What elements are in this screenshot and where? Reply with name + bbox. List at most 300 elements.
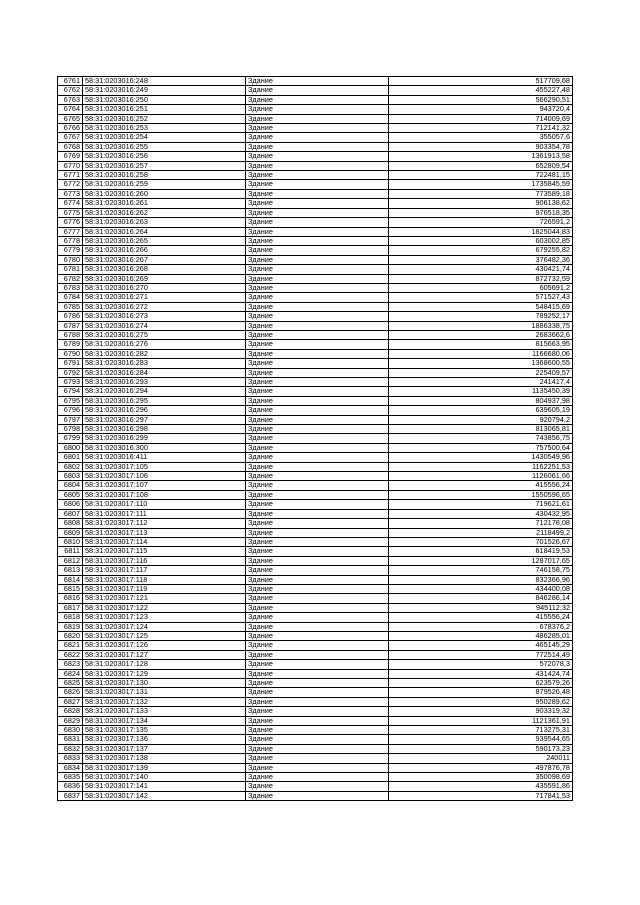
object-type: Здание [246,77,389,86]
cadastral-number: 58:31:0203016:261 [83,199,246,208]
object-type: Здание [246,359,389,368]
object-type: Здание [246,472,389,481]
table-row [58,265,573,274]
cadastral-number: 58:31:0203016:264 [83,227,246,236]
table-row [58,330,573,339]
cadastral-value: 1886338,75 [389,321,573,330]
cadastral-value: 939544,65 [389,735,573,744]
cadastral-number: 58:31:0203016:299 [83,434,246,443]
cadastral-value: 1121361,91 [389,716,573,725]
table-row [58,77,573,86]
cadastral-value: 1126061,66 [389,472,573,481]
cadastral-value: 603002,85 [389,236,573,245]
cadastral-number: 58:31:0203016:253 [83,124,246,133]
cadastral-number: 58:31:0203016:270 [83,283,246,292]
table-row [58,735,573,744]
cadastral-value: 879526,48 [389,688,573,697]
row-number: 6799 [58,434,83,443]
cadastral-number: 58:31:0203017:119 [83,584,246,593]
table-row [58,707,573,716]
cadastral-number: 58:31:0203017:108 [83,490,246,499]
cadastral-number: 58:31:0203017:121 [83,594,246,603]
cadastral-number: 58:31:0203016:411 [83,453,246,462]
cadastral-value-table [57,76,573,801]
cadastral-number: 58:31:0203016:273 [83,312,246,321]
table-row [58,171,573,180]
cadastral-value: 548415,69 [389,302,573,311]
table-row [58,660,573,669]
row-number: 6780 [58,255,83,264]
cadastral-number: 58:31:0203016:259 [83,180,246,189]
row-number: 6791 [58,359,83,368]
object-type: Здание [246,340,389,349]
table-row [58,782,573,791]
cadastral-number: 58:31:0203017:134 [83,716,246,725]
object-type: Здание [246,218,389,227]
object-type: Здание [246,86,389,95]
table-row [58,208,573,217]
row-number: 6783 [58,283,83,292]
row-number: 6762 [58,86,83,95]
cadastral-value: 1430549,96 [389,453,573,462]
object-type: Здание [246,726,389,735]
object-type: Здание [246,95,389,104]
cadastral-number: 58:31:0203016:300 [83,443,246,452]
object-type: Здание [246,773,389,782]
table-row [58,142,573,151]
cadastral-value: 712141,32 [389,124,573,133]
cadastral-number: 58:31:0203016:265 [83,236,246,245]
row-number: 6812 [58,556,83,565]
cadastral-value: 618419,53 [389,547,573,556]
row-number: 6761 [58,77,83,86]
table-row [58,199,573,208]
cadastral-value: 719621,61 [389,500,573,509]
object-type: Здание [246,481,389,490]
cadastral-value: 945112,32 [389,603,573,612]
cadastral-value: 639605,19 [389,406,573,415]
row-number: 6771 [58,171,83,180]
row-number: 6775 [58,208,83,217]
row-number: 6835 [58,773,83,782]
cadastral-value: 813065,81 [389,425,573,434]
table-row [58,368,573,377]
cadastral-number: 58:31:0203017:105 [83,462,246,471]
cadastral-number: 58:31:0203016:293 [83,378,246,387]
cadastral-value: 455227,48 [389,86,573,95]
cadastral-value: 1162251,53 [389,462,573,471]
cadastral-number: 58:31:0203017:135 [83,726,246,735]
table-row [58,321,573,330]
row-number: 6777 [58,227,83,236]
row-number: 6816 [58,594,83,603]
row-number: 6823 [58,660,83,669]
object-type: Здание [246,519,389,528]
object-type: Здание [246,302,389,311]
row-number: 6800 [58,443,83,452]
row-number: 6779 [58,246,83,255]
object-type: Здание [246,105,389,114]
row-number: 6824 [58,669,83,678]
cadastral-value: 1135450,39 [389,387,573,396]
table-row [58,293,573,302]
object-type: Здание [246,744,389,753]
table-row [58,669,573,678]
row-number: 6766 [58,124,83,133]
table-row [58,406,573,415]
cadastral-number: 58:31:0203016:262 [83,208,246,217]
row-number: 6804 [58,481,83,490]
table-row [58,528,573,537]
table-row [58,425,573,434]
cadastral-number: 58:31:0203017:110 [83,500,246,509]
cadastral-number: 58:31:0203016:268 [83,265,246,274]
object-type: Здание [246,697,389,706]
row-number: 6778 [58,236,83,245]
cadastral-value: 722481,15 [389,171,573,180]
table-row [58,415,573,424]
table-row [58,697,573,706]
row-number: 6811 [58,547,83,556]
cadastral-value: 605691,2 [389,283,573,292]
table-row [58,773,573,782]
cadastral-value: 623579,26 [389,679,573,688]
cadastral-number: 58:31:0203017:136 [83,735,246,744]
row-number: 6834 [58,763,83,772]
table-row [58,566,573,575]
object-type: Здание [246,791,389,800]
row-number: 6786 [58,312,83,321]
object-type: Здание [246,660,389,669]
object-type: Здание [246,763,389,772]
object-type: Здание [246,378,389,387]
cadastral-number: 58:31:0203017:127 [83,650,246,659]
row-number: 6817 [58,603,83,612]
object-type: Здание [246,631,389,640]
table-row [58,537,573,546]
cadastral-value: 1287017,65 [389,556,573,565]
table-row [58,396,573,405]
object-type: Здание [246,227,389,236]
table-row [58,490,573,499]
row-number: 6789 [58,340,83,349]
cadastral-number: 58:31:0203017:133 [83,707,246,716]
object-type: Здание [246,547,389,556]
cadastral-number: 58:31:0203016:276 [83,340,246,349]
cadastral-value: 789252,17 [389,312,573,321]
row-number: 6801 [58,453,83,462]
object-type: Здание [246,330,389,339]
cadastral-value: 434400,08 [389,584,573,593]
row-number: 6827 [58,697,83,706]
row-number: 6820 [58,631,83,640]
object-type: Здание [246,283,389,292]
cadastral-value: 1368600,55 [389,359,573,368]
table-row [58,462,573,471]
row-number: 6810 [58,537,83,546]
cadastral-number: 58:31:0203017:138 [83,754,246,763]
cadastral-number: 58:31:0203017:140 [83,773,246,782]
cadastral-value: 241417,4 [389,378,573,387]
table-row [58,650,573,659]
cadastral-number: 58:31:0203016:272 [83,302,246,311]
cadastral-value: 571527,43 [389,293,573,302]
table-row [58,754,573,763]
table-row [58,95,573,104]
row-number: 6795 [58,396,83,405]
object-type: Здание [246,679,389,688]
row-number: 6807 [58,509,83,518]
cadastral-number: 58:31:0203017:111 [83,509,246,518]
row-number: 6836 [58,782,83,791]
row-number: 6794 [58,387,83,396]
table-row [58,726,573,735]
object-type: Здание [246,180,389,189]
row-number: 6819 [58,622,83,631]
object-type: Здание [246,735,389,744]
table-row [58,302,573,311]
object-type: Здание [246,406,389,415]
row-number: 6818 [58,613,83,622]
object-type: Здание [246,434,389,443]
cadastral-value: 701526,67 [389,537,573,546]
object-type: Здание [246,453,389,462]
cadastral-number: 58:31:0203017:123 [83,613,246,622]
table-row [58,86,573,95]
cadastral-value: 415556,24 [389,613,573,622]
table-row [58,443,573,452]
table-row [58,481,573,490]
cadastral-value: 746158,75 [389,566,573,575]
row-number: 6787 [58,321,83,330]
row-number: 6763 [58,95,83,104]
object-type: Здание [246,124,389,133]
cadastral-value: 713275,31 [389,726,573,735]
cadastral-value: 225409,57 [389,368,573,377]
row-number: 6788 [58,330,83,339]
cadastral-value: 726591,2 [389,218,573,227]
cadastral-value: 832366,96 [389,575,573,584]
table-row [58,603,573,612]
table-row [58,246,573,255]
cadastral-number: 58:31:0203016:284 [83,368,246,377]
cadastral-number: 58:31:0203017:114 [83,537,246,546]
cadastral-value: 679255,82 [389,246,573,255]
cadastral-number: 58:31:0203016:298 [83,425,246,434]
row-number: 6815 [58,584,83,593]
cadastral-number: 58:31:0203017:132 [83,697,246,706]
cadastral-value: 712178,08 [389,519,573,528]
cadastral-value: 590173,23 [389,744,573,753]
row-number: 6774 [58,199,83,208]
cadastral-number: 58:31:0203016:269 [83,274,246,283]
table-row [58,349,573,358]
row-number: 6796 [58,406,83,415]
table-row [58,763,573,772]
cadastral-number: 58:31:0203017:113 [83,528,246,537]
object-type: Здание [246,368,389,377]
cadastral-value: 943720,4 [389,105,573,114]
row-number: 6767 [58,133,83,142]
row-number: 6814 [58,575,83,584]
table-row [58,453,573,462]
cadastral-number: 58:31:0203017:139 [83,763,246,772]
cadastral-value: 757500,64 [389,443,573,452]
table-row [58,378,573,387]
row-number: 6831 [58,735,83,744]
cadastral-value: 431424,74 [389,669,573,678]
object-type: Здание [246,613,389,622]
cadastral-number: 58:31:0203016:266 [83,246,246,255]
row-number: 6809 [58,528,83,537]
cadastral-number: 58:31:0203016:296 [83,406,246,415]
cadastral-value: 773589,18 [389,189,573,198]
table-row [58,387,573,396]
row-number: 6792 [58,368,83,377]
object-type: Здание [246,575,389,584]
cadastral-number: 58:31:0203016:257 [83,161,246,170]
object-type: Здание [246,650,389,659]
table-row [58,114,573,123]
object-type: Здание [246,387,389,396]
table-row [58,340,573,349]
object-type: Здание [246,321,389,330]
object-type: Здание [246,754,389,763]
row-number: 6805 [58,490,83,499]
cadastral-value: 566290,51 [389,95,573,104]
table-row [58,152,573,161]
cadastral-number: 58:31:0203016:256 [83,152,246,161]
cadastral-value: 976518,35 [389,208,573,217]
object-type: Здание [246,236,389,245]
object-type: Здание [246,622,389,631]
object-type: Здание [246,171,389,180]
object-type: Здание [246,425,389,434]
table-row [58,133,573,142]
cadastral-number: 58:31:0203017:137 [83,744,246,753]
row-number: 6764 [58,105,83,114]
cadastral-value: 920794,2 [389,415,573,424]
table-body [58,77,573,801]
table-row [58,255,573,264]
object-type: Здание [246,566,389,575]
object-type: Здание [246,396,389,405]
row-number: 6821 [58,641,83,650]
object-type: Здание [246,199,389,208]
cadastral-value: 2683662,6 [389,330,573,339]
cadastral-number: 58:31:0203017:107 [83,481,246,490]
cadastral-value: 415556,24 [389,481,573,490]
object-type: Здание [246,688,389,697]
cadastral-value: 465145,29 [389,641,573,650]
cadastral-value: 430421,74 [389,265,573,274]
object-type: Здание [246,415,389,424]
row-number: 6769 [58,152,83,161]
table-row [58,679,573,688]
table-row [58,547,573,556]
table-row [58,161,573,170]
table-row [58,180,573,189]
cadastral-number: 58:31:0203016:249 [83,86,246,95]
cadastral-number: 58:31:0203017:126 [83,641,246,650]
object-type: Здание [246,707,389,716]
row-number: 6793 [58,378,83,387]
object-type: Здание [246,500,389,509]
row-number: 6765 [58,114,83,123]
cadastral-value: 903319,32 [389,707,573,716]
object-type: Здание [246,349,389,358]
cadastral-value: 497876,78 [389,763,573,772]
table-row [58,594,573,603]
row-number: 6828 [58,707,83,716]
cadastral-number: 58:31:0203016:297 [83,415,246,424]
object-type: Здание [246,152,389,161]
table-row [58,124,573,133]
cadastral-value: 430432,95 [389,509,573,518]
cadastral-value: 1735845,59 [389,180,573,189]
cadastral-value: 240011 [389,754,573,763]
row-number: 6798 [58,425,83,434]
row-number: 6813 [58,566,83,575]
cadastral-number: 58:31:0203016:252 [83,114,246,123]
object-type: Здание [246,716,389,725]
cadastral-value: 714009,69 [389,114,573,123]
row-number: 6772 [58,180,83,189]
cadastral-value: 350098,69 [389,773,573,782]
table-row [58,584,573,593]
object-type: Здание [246,142,389,151]
cadastral-number: 58:31:0203016:248 [83,77,246,86]
object-type: Здание [246,274,389,283]
object-type: Здание [246,537,389,546]
cadastral-number: 58:31:0203017:131 [83,688,246,697]
object-type: Здание [246,509,389,518]
table-row [58,622,573,631]
cadastral-value: 355057,6 [389,133,573,142]
cadastral-number: 58:31:0203016:283 [83,359,246,368]
row-number: 6782 [58,274,83,283]
cadastral-number: 58:31:0203016:250 [83,95,246,104]
object-type: Здание [246,208,389,217]
table-row [58,312,573,321]
cadastral-value: 903354,78 [389,142,573,151]
table-row [58,744,573,753]
table-row [58,791,573,800]
cadastral-value: 906138,62 [389,199,573,208]
table-row [58,434,573,443]
cadastral-value: 815663,95 [389,340,573,349]
table-row [58,105,573,114]
table-row [58,556,573,565]
table-row [58,500,573,509]
row-number: 6784 [58,293,83,302]
table-row [58,283,573,292]
cadastral-value: 1825044,83 [389,227,573,236]
table-row [58,613,573,622]
table-row [58,227,573,236]
cadastral-number: 58:31:0203017:142 [83,791,246,800]
row-number: 6785 [58,302,83,311]
cadastral-number: 58:31:0203017:124 [83,622,246,631]
cadastral-value: 772514,49 [389,650,573,659]
row-number: 6773 [58,189,83,198]
cadastral-number: 58:31:0203017:116 [83,556,246,565]
row-number: 6802 [58,462,83,471]
row-number: 6832 [58,744,83,753]
cadastral-number: 58:31:0203017:141 [83,782,246,791]
cadastral-value: 517709,68 [389,77,573,86]
cadastral-value: 1361913,58 [389,152,573,161]
